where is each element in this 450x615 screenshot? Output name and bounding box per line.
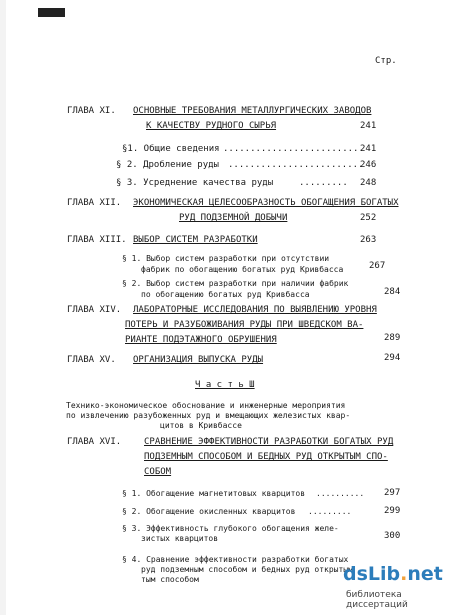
watermark-logo-text: dsLib.net (343, 563, 443, 585)
watermark-subtitle: библиотека диссертаций (346, 590, 408, 610)
chapter-14-title-line1: ЛАБОРАТОРНЫЕ ИССЛЕДОВАНИЯ ПО ВЫЯВЛЕНИЮ УРОВНЯ (133, 305, 377, 315)
section-13-2-page: 284 (384, 287, 401, 297)
chapter-12-title-line1: ЭКОНОМИЧЕСКАЯ ЦЕЛЕСООБРАЗНОСТЬ ОБОГАЩЕНИЯ БОГАТЫХ (133, 198, 399, 208)
section-11-1-leader: .......................... (223, 144, 364, 154)
section-16-3-line2: зистых кварцитов (141, 534, 219, 543)
chapter-16-number: ГЛАВА XVI. (67, 437, 122, 447)
chapter-13-title: ВЫБОР СИСТЕМ РАЗРАБОТКИ (133, 235, 258, 245)
part-intro-line3: цитов в Кривбассе (160, 421, 242, 430)
chapter-12-title-line2: РУД ПОДЗЕМНОЙ ДОБЫЧИ (179, 213, 288, 223)
section-16-3-line1: § 3. Эффективность глубокого обогащения желе- (122, 524, 339, 533)
chapter-15-title: ОРГАНИЗАЦИЯ ВЫПУСКА РУДЫ (133, 355, 264, 365)
section-11-2-label: § 2. Дробление руды (116, 160, 219, 170)
section-16-2-page: 299 (384, 506, 401, 516)
part-intro-line2: по извлечению разубоженных руд и вмещающих железистых квар- (66, 411, 351, 420)
section-11-2-leader: ......................... (228, 160, 364, 170)
chapter-14-page: 289 (384, 333, 401, 343)
scan-edge (0, 0, 6, 615)
chapter-11-title-line2: К КАЧЕСТВУ РУДНОГО СЫРЬЯ (146, 121, 277, 131)
section-16-4-line1: § 4. Сравнение эффективности разработки богатых (122, 555, 349, 564)
section-11-3-label: § 3. Усреднение качества руды (116, 178, 274, 188)
section-16-1-page: 297 (384, 488, 401, 498)
chapter-14-title-line3: РИАНТЕ ПОДЭТАЖНОГО ОБРУШЕНИЯ (125, 335, 277, 345)
section-16-4-line3: тым способом (141, 575, 199, 584)
section-11-3-leader: ......... (299, 178, 348, 188)
section-16-2-leader: ......... (308, 507, 352, 516)
chapter-14-title-line2: ПОТЕРЬ И РАЗУБОЖИВАНИЯ РУДЫ ПРИ ШВЕДСКОМ ВА- (125, 320, 364, 330)
section-13-1-line1: § 1. Выбор систем разработки при отсутствии (122, 254, 330, 263)
chapter-11-title-line1: ОСНОВНЫЕ ТРЕБОВАНИЯ МЕТАЛЛУРГИЧЕСКИХ ЗАВОДОВ (133, 106, 372, 116)
section-11-1-page: 241 (360, 144, 377, 154)
chapter-16-title-line2: ПОДЗЕМНЫМ СПОСОБОМ И БЕДНЫХ РУД ОТКРЫТЫМ СПО- (144, 452, 388, 462)
chapter-15-number: ГЛАВА XV. (67, 355, 116, 365)
section-16-4-line2: руд подземным способом и бедных руд открытым (141, 565, 353, 574)
part-title: Ч а с т ь Ш (195, 380, 255, 390)
section-13-2-line1: § 2. Выбор систем разработки при наличии фабрик (122, 279, 349, 288)
section-11-3-page: 248 (360, 178, 377, 188)
page-column-label: Стр. (375, 56, 397, 66)
section-13-2-line2: по обогащению богатых руд Кривбасса (141, 290, 310, 299)
chapter-12-number: ГЛАВА XII. (67, 198, 122, 208)
chapter-16-title-line1: СРАВНЕНИЕ ЭФФЕКТИВНОСТИ РАЗРАБОТКИ БОГАТЫХ РУД (144, 437, 394, 447)
section-16-1-leader: .......... (316, 489, 365, 498)
chapter-12-page: 252 (360, 213, 377, 223)
chapter-14-number: ГЛАВА XIV. (67, 305, 122, 315)
section-16-3-page: 300 (384, 531, 401, 541)
chapter-16-title-line3: СОБОМ (144, 467, 172, 477)
redaction-bar (38, 8, 65, 17)
section-16-2-label: § 2. Обогащение окисленных кварцитов (122, 507, 296, 516)
section-11-2-page: 246 (360, 160, 377, 170)
section-11-1-label: §1. Общие сведения (122, 144, 220, 154)
chapter-15-page: 294 (384, 353, 401, 363)
watermark-logo[interactable] (343, 563, 448, 611)
section-16-1-label: § 1. Обогащение магнетитовых кварцитов (122, 489, 306, 498)
section-13-1-line2: фабрик по обогащению богатых руд Кривбасса (141, 265, 344, 274)
section-13-1-page: 267 (369, 261, 386, 271)
chapter-13-number: ГЛАВА XIII. (67, 235, 127, 245)
chapter-11-number: ГЛАВА XI. (67, 106, 116, 116)
chapter-11-page: 241 (360, 121, 377, 131)
chapter-13-page: 263 (360, 235, 377, 245)
part-intro-line1: Технико-экономическое обоснование и инженерные мероприятия (66, 401, 346, 410)
